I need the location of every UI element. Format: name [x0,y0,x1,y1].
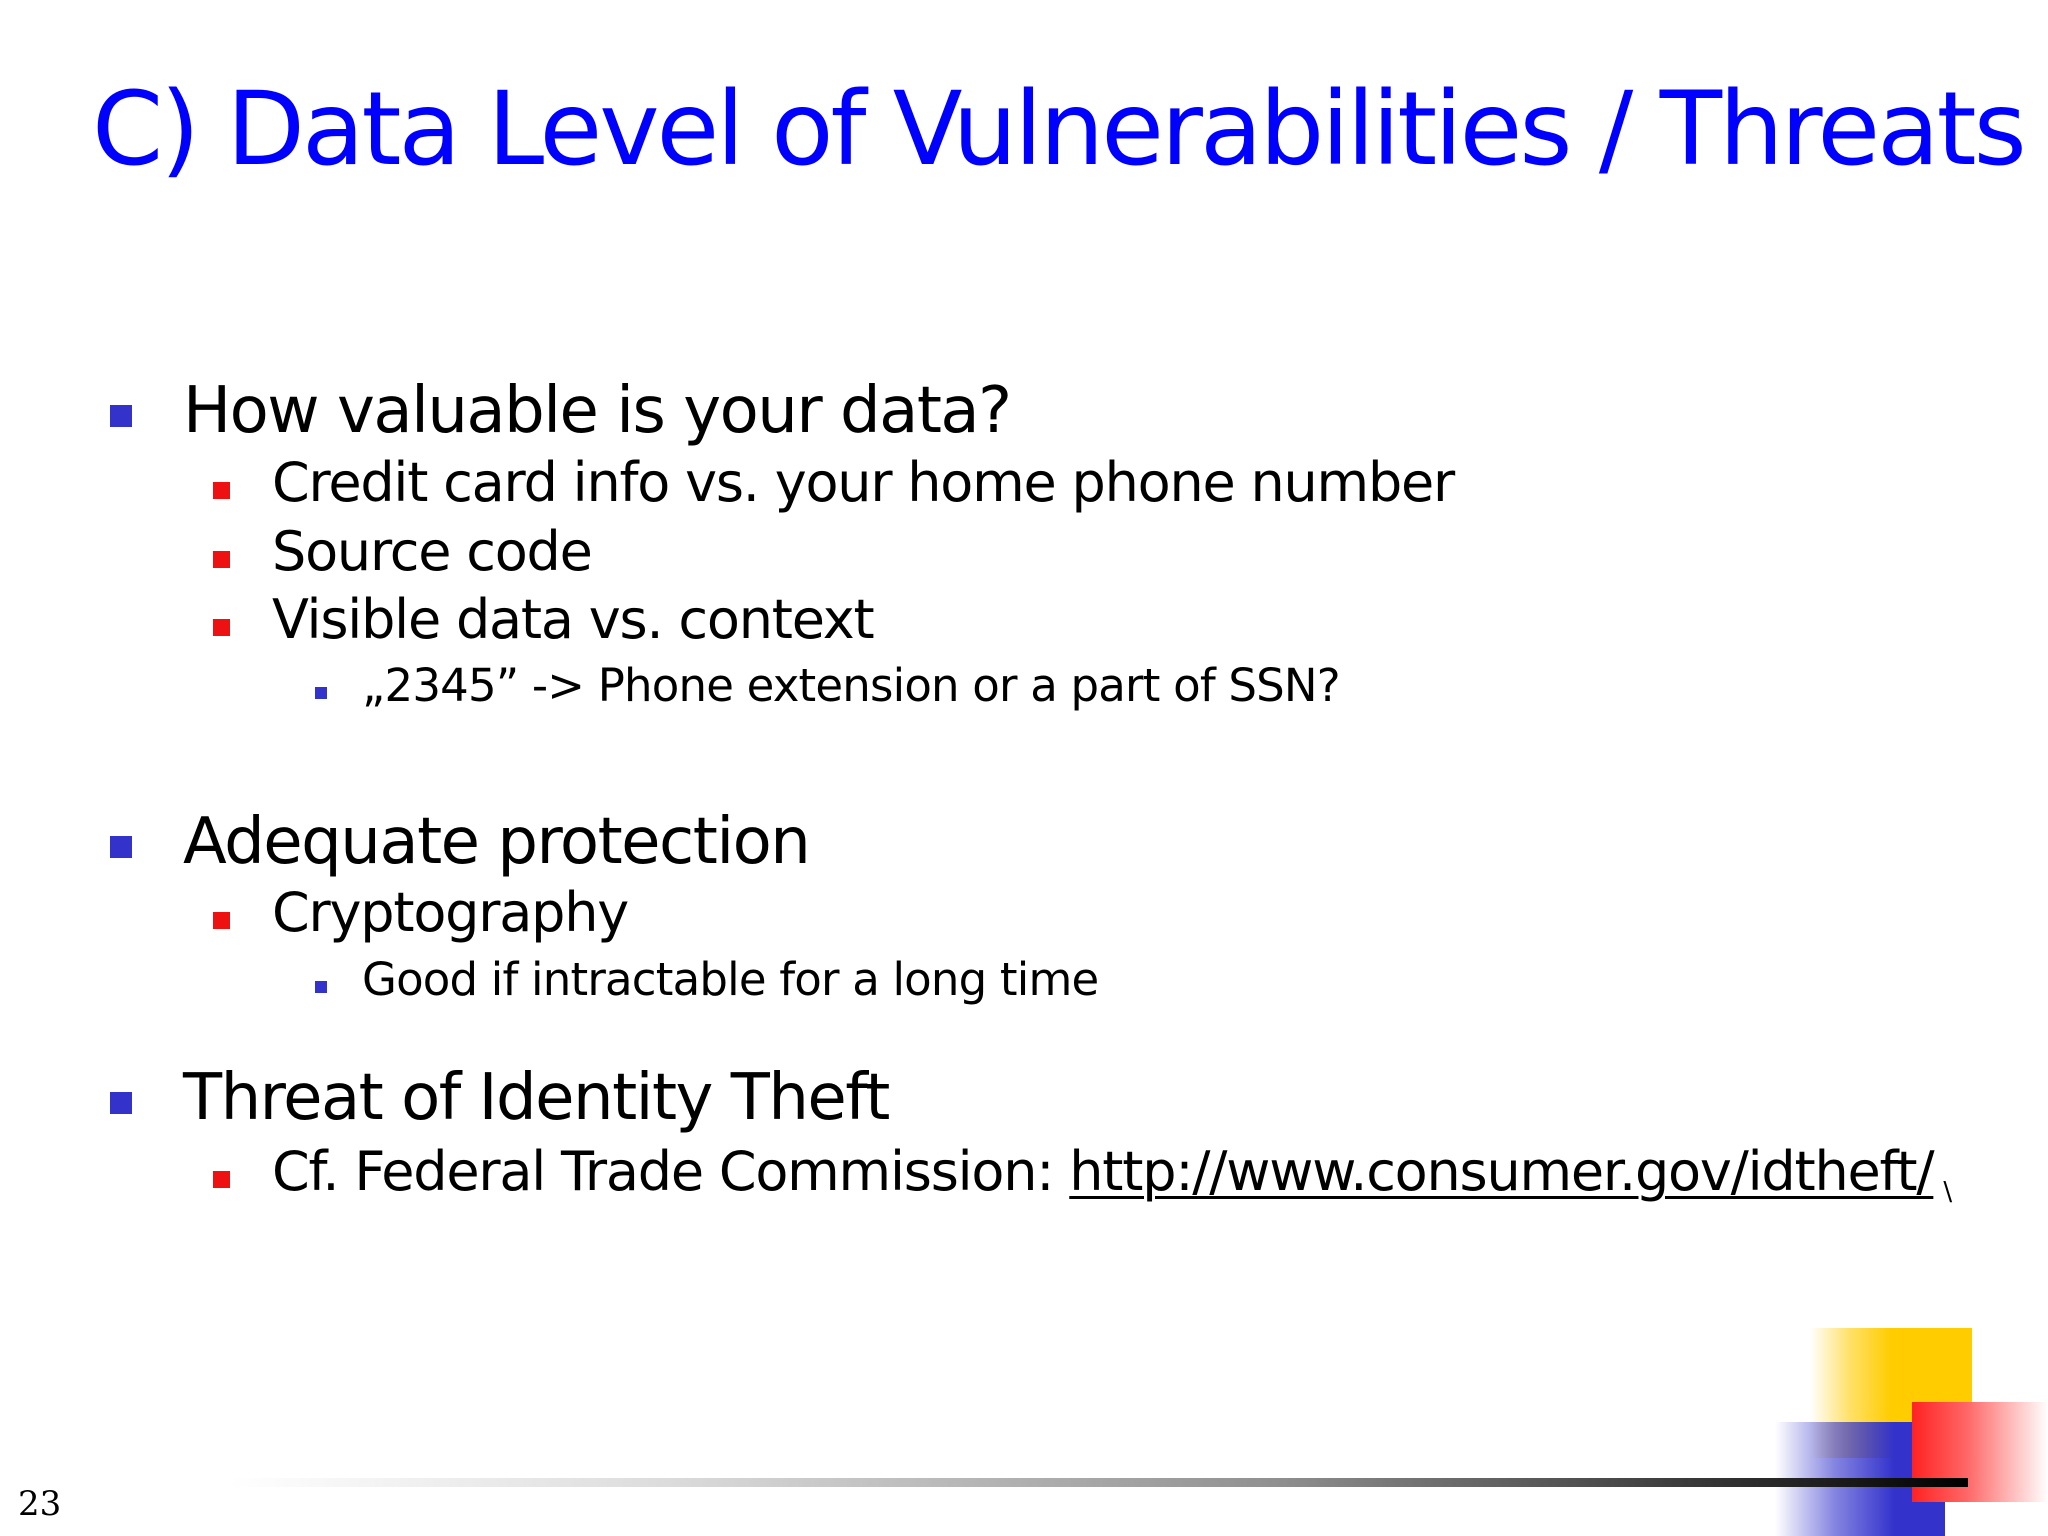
square-bullet-icon [213,912,230,929]
square-bullet-icon [213,551,230,568]
bullet-text: Adequate protection [183,805,810,879]
square-bullet-icon [110,836,132,858]
bullet-text: How valuable is your data? [183,374,1011,448]
trailing-backslash: \ [1943,1177,1951,1207]
square-bullet-icon [315,687,327,699]
square-bullet-icon [110,405,132,427]
square-bullet-icon [213,482,230,499]
slide-title: C) Data Level of Vulnerabilities / Threats [92,70,2024,189]
bullet-text: Visible data vs. context [272,588,874,651]
footer-gradient-line [230,1478,1968,1487]
decorative-red-square [1912,1402,2048,1502]
bullet-text-with-link [272,1136,1951,1228]
idtheft-link[interactable]: http://www.consumer.gov/idtheft/ [1069,1140,1934,1203]
bullet-text: Threat of Identity Theft [183,1061,889,1135]
square-bullet-icon [315,981,327,993]
bullet-text: Credit card info vs. your home phone number [272,451,1455,514]
bullet-text: Source code [272,520,592,583]
bullet-text: Cryptography [272,881,628,944]
square-bullet-icon [213,619,230,636]
bullet-text: Good if intractable for a long time [362,953,1099,1006]
bullet-text: „2345” -> Phone extension or a part of SSN? [362,659,1340,712]
bullet-text-prefix: Cf. Federal Trade Commission: [272,1140,1070,1203]
square-bullet-icon [213,1171,230,1188]
square-bullet-icon [110,1092,132,1114]
page-number: 23 [18,1484,62,1524]
